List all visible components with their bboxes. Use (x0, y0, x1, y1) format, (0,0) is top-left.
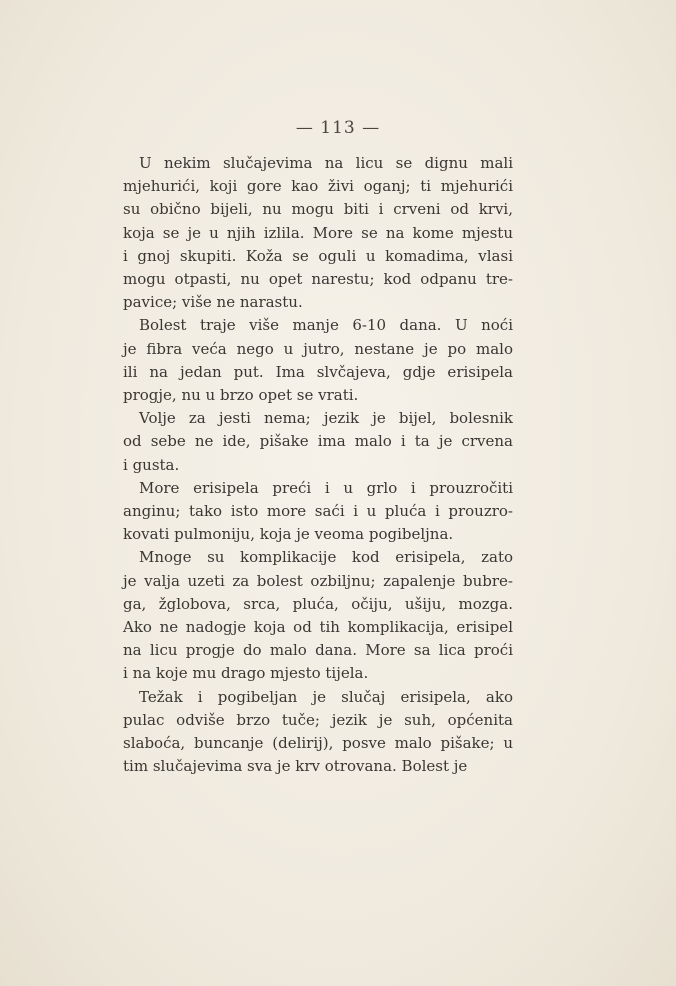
text-line: je fibra veća nego u jutro, nestane je po malo (123, 339, 513, 358)
text-line: Volje za jesti nema; jezik je bijel, bolesnik (139, 409, 513, 428)
paragraph (123, 686, 513, 779)
text-line: progje, nu u brzo opet se vrati. (123, 386, 359, 405)
text-line: Težak i pogibeljan je slučaj erisipela, ako (139, 687, 513, 706)
paragraph (123, 152, 513, 314)
body-text (123, 152, 513, 778)
text-line: Ako ne nadogje koja od tih komplikacija, erisipel (123, 618, 513, 637)
text-line: mogu otpasti, nu opet narestu; kod odpanu tre- (123, 270, 513, 289)
text-line: mjehurići, koji gore kao živi oganj; ti mjehurići (123, 177, 513, 196)
text-line: slaboća, buncanje (delirij), posve malo pišake; u (123, 734, 513, 753)
text-line: koja se je u njih izlila. More se na kome mjestu (123, 223, 513, 242)
text-line: su obično bijeli, nu mogu biti i crveni od krvi, (123, 200, 513, 219)
text-line: i na koje mu drago mjesto tijela. (123, 664, 369, 683)
text-line: Bolest traje više manje 6-10 dana. U noći (139, 316, 513, 335)
text-line: pavice; više ne narastu. (123, 293, 303, 312)
paragraph (123, 314, 513, 407)
paragraph (123, 407, 513, 477)
page-number: — 113 — (295, 118, 381, 138)
text-line: i gusta. (123, 455, 180, 474)
text-line: pulac odviše brzo tuče; jezik je suh, općenita (123, 710, 513, 729)
text-line: anginu; tako isto more saći i u pluća i prouzro- (123, 502, 513, 521)
text-line: More erisipela preći i u grlo i prouzročiti (139, 478, 513, 497)
text-line: Mnoge su komplikacije kod erisipela, zato (139, 548, 513, 567)
text-line: od sebe ne ide, pišake ima malo i ta je crvena (123, 432, 513, 451)
text-line: i gnoj skupiti. Koža se oguli u komadima, vlasi (123, 246, 513, 265)
text-line: U nekim slučajevima na licu se dignu mali (139, 154, 513, 172)
text-line: tim slučajevima sva je krv otrovana. Bolest je (123, 757, 468, 776)
paragraph (123, 477, 513, 547)
text-line: na licu progje do malo dana. More sa lica proći (123, 641, 513, 660)
text-line: ili na jedan put. Ima slvčajeva, gdje erisipela (123, 362, 513, 381)
text-line: je valja uzeti za bolest ozbiljnu; zapalenje bubre- (123, 571, 513, 590)
text-line: kovati pulmoniju, koja je veoma pogibeljna. (123, 525, 454, 544)
text-line: ga, žglobova, srca, pluća, očiju, ušiju, mozga. (123, 594, 513, 613)
paragraph (123, 546, 513, 685)
